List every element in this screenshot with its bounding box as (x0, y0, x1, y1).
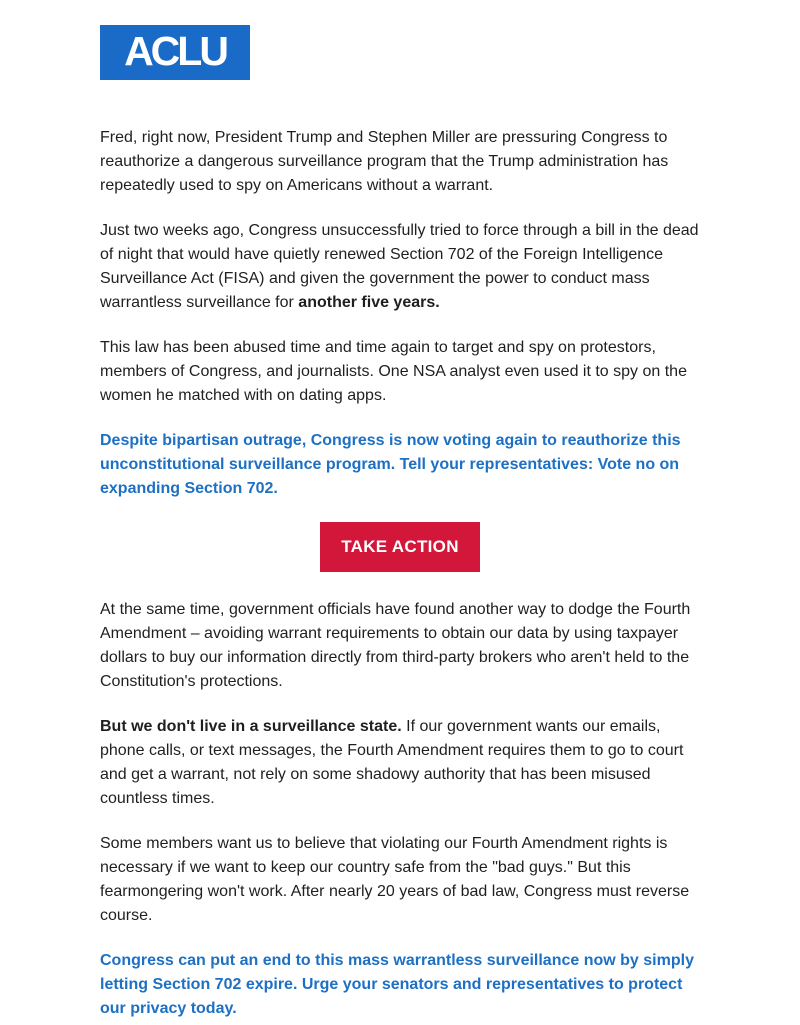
aclu-logo[interactable] (100, 25, 250, 80)
paragraph-segment: At the same time, government officials have found another way to dodge the Fourth Amendment – avoiding warrant requirements to obtain our data by using taxpayer dollars to buy our information directly from third-party brokers who aren't held to the Constitution's protections. (100, 601, 691, 690)
body-paragraph (100, 715, 700, 811)
cta-link-paragraph[interactable] (100, 429, 700, 501)
paragraph-segment: Fred, right now, President Trump and Stephen Miller are pressuring Congress to reauthorize a dangerous surveillance program that the Trump administration has repeatedly used to spy on Americans without a warrant. (100, 129, 669, 194)
body-paragraph (100, 219, 700, 315)
take-action-button-row (100, 522, 700, 572)
body-paragraph (100, 126, 700, 198)
email-message (100, 25, 700, 1021)
body-paragraph (100, 832, 700, 928)
paragraph-segment: This law has been abused time and time again to target and spy on protestors, members of Congress, and journalists. One NSA analyst even used it to spy on the women he matched with on dating apps. (100, 339, 687, 404)
paragraph-segment: Just two weeks ago, Congress unsuccessfully tried to force through a bill in the dead of night that would have quietly renewed Section 702 of the Foreign Intelligence Surveillance Act (FISA) and given the government the power to conduct mass warrantless surveillance for (100, 222, 699, 311)
cta-link-paragraph[interactable] (100, 949, 700, 1021)
email-body (100, 126, 700, 1021)
paragraph-segment: another five years. (298, 294, 440, 311)
body-paragraph (100, 336, 700, 408)
body-paragraph (100, 598, 700, 694)
paragraph-segment: Despite bipartisan outrage, Congress is now voting again to reauthorize this unconstitutional surveillance program. Tell your representatives: Vote no on expanding Section 702. (100, 432, 681, 497)
paragraph-segment: But we don't live in a surveillance state. (100, 718, 402, 735)
paragraph-segment: Congress can put an end to this mass warrantless surveillance now by simply letting Section 702 expire. Urge your senators and representatives to protect our privacy today. (100, 952, 694, 1017)
aclu-logo-text: ACLU (124, 27, 226, 74)
paragraph-segment: If our government wants our emails, phone calls, or text messages, the Fourth Amendment requires them to go to court and get a warrant, not rely on some shadowy authority that has been misused countless times. (100, 718, 684, 807)
take-action-button[interactable]: TAKE ACTION (320, 522, 480, 572)
paragraph-segment: Some members want us to believe that violating our Fourth Amendment rights is necessary if we want to keep our country safe from the "bad guys." But this fearmongering won't work. After nearly 20 years of bad law, Congress must reverse course. (100, 835, 690, 924)
